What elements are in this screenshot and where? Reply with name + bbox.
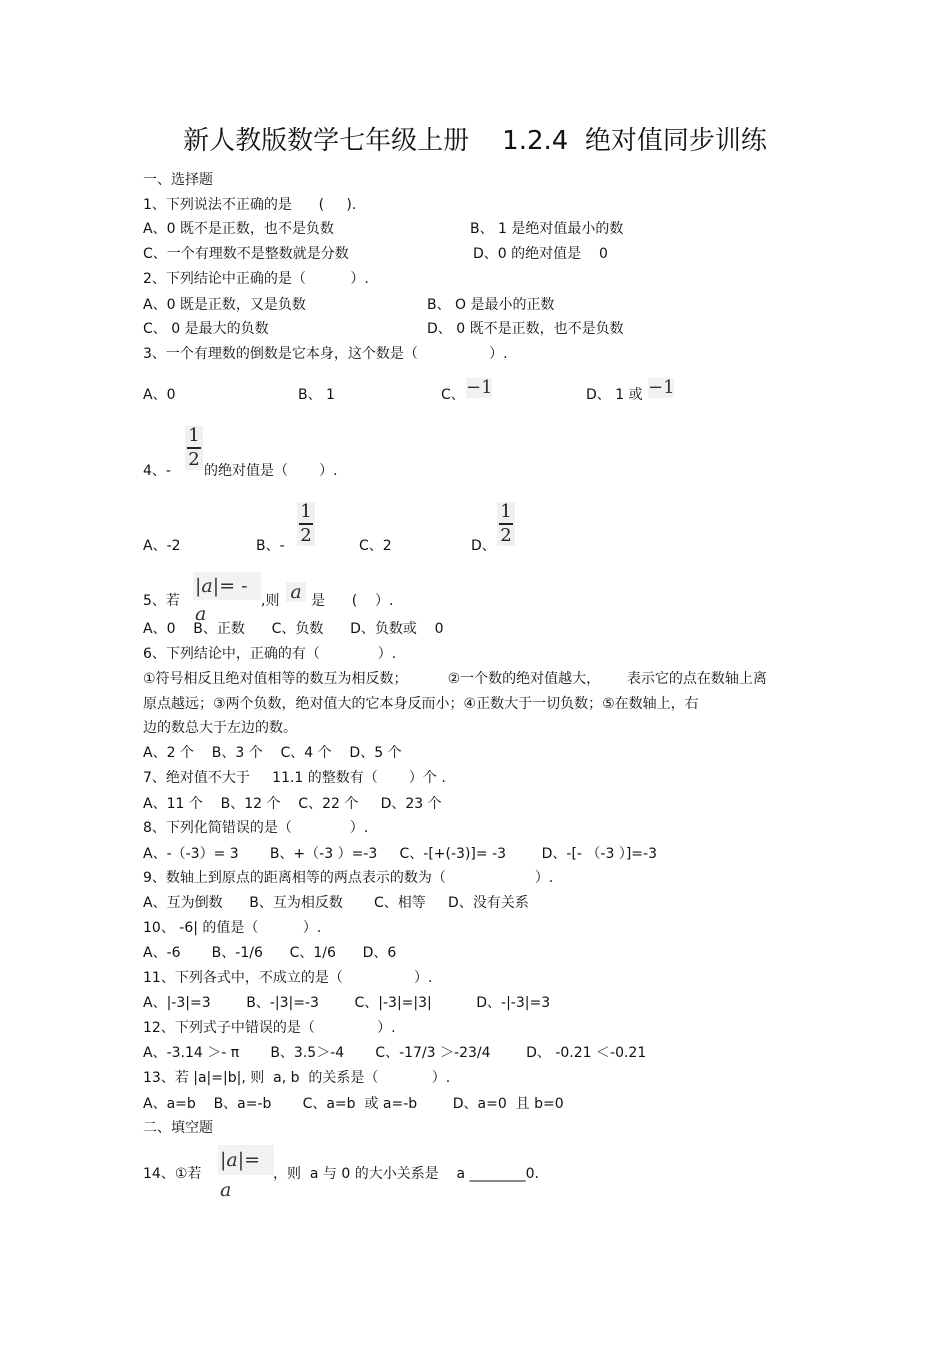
question-5-mid: ,则 <box>261 593 280 609</box>
question-1-option-a: A、0 既不是正数，也不是负数 <box>143 221 334 237</box>
question-2-option-b: B、 O 是最小的正数 <box>427 297 555 313</box>
question-13-stem: 13、若 |a|=|b|, 则 a, b 的关系是（ ）. <box>143 1070 451 1086</box>
question-12-stem: 12、下列式子中错误的是（ ）. <box>143 1020 396 1036</box>
question-4-option-a: A、-2 <box>143 538 181 554</box>
question-4-option-c: C、2 <box>359 538 392 554</box>
question-4-stem: 的绝对值是（ ）. <box>204 463 338 479</box>
question-5-prefix: 5、若 <box>143 593 180 609</box>
question-3-stem: 3、一个有理数的倒数是它本身，这个数是（ ）. <box>143 346 508 362</box>
question-5-stem: 是 ( ）. <box>311 593 394 609</box>
question-6-statement-line: 原点越远；③两个负数，绝对值大的它本身反而小；④正数大于一切负数；⑤在数轴上，右 <box>143 696 699 712</box>
fraction-one-half: 1 2 <box>185 426 203 470</box>
question-3-option-a: A、0 <box>143 387 176 403</box>
question-2-option-c: C、 0 是最大的负数 <box>143 321 269 337</box>
question-1-option-b: B、 1 是绝对值最小的数 <box>470 221 624 237</box>
question-10-stem: 10、 -6| 的值是（ ）. <box>143 920 322 936</box>
question-8-stem: 8、下列化简错误的是（ ）. <box>143 820 369 836</box>
question-1-option-c: C、一个有理数不是整数就是分数 <box>143 246 349 262</box>
question-2-option-a: A、0 既是正数，又是负数 <box>143 297 306 313</box>
abs-a-eq-a-formula: |a|= a <box>218 1145 274 1175</box>
minus-one-formula: −1 <box>466 377 493 398</box>
question-2-stem: 2、下列结论中正确的是（ ）. <box>143 271 369 287</box>
question-3-option-c: C、 <box>441 387 465 403</box>
question-7-stem: 7、绝对值不大于 11.1 的整数有（ ）个 . <box>143 770 446 786</box>
question-6-stem: 6、下列结论中，正确的有（ ）. <box>143 646 397 662</box>
question-11-options: A、|-3|=3 B、-|3|=-3 C、|-3|=|3| D、-|-3|=3 <box>143 995 551 1011</box>
question-1-stem: 1、下列说法不正确的是 ( ). <box>143 197 357 213</box>
page-title: 新人教版数学七年级上册 1.2.4 绝对值同步训练 <box>183 126 767 156</box>
abs-a-neg-a-formula: |a|= - a <box>193 572 261 600</box>
question-12-options: A、-3.14 ＞- π B、3.5＞-4 C、-17/3 ＞-23/4 D、 -0.21 ＜-0.21 <box>143 1045 647 1061</box>
fraction-one-half: 1 2 <box>497 502 515 546</box>
question-8-options: A、-（-3）= 3 B、+（-3 ）=-3 C、-[+(-3)]= -3 D、-[- （-3 ）]=-3 <box>143 846 657 862</box>
section-heading-fill-in: 二、填空题 <box>143 1120 213 1136</box>
section-heading-choice: 一、选择题 <box>143 172 213 188</box>
fraction-one-half: 1 2 <box>297 502 315 546</box>
question-13-options: A、a=b B、a=-b C、a=b 或 a=-b D、a=0 且 b=0 <box>143 1096 564 1112</box>
question-9-options: A、互为倒数 B、互为相反数 C、相等 D、没有关系 <box>143 895 529 911</box>
question-3-option-d: D、 1 或 <box>586 387 643 403</box>
question-11-stem: 11、下列各式中，不成立的是（ ）. <box>143 970 433 986</box>
question-4-option-b: B、- <box>256 538 285 554</box>
question-9-stem: 9、数轴上到原点的距离相等的两点表示的数为（ ）. <box>143 870 554 886</box>
question-4-option-d: D、 <box>471 538 496 554</box>
minus-one-formula: −1 <box>648 377 675 398</box>
question-2-option-d: D、 0 既不是正数，也不是负数 <box>427 321 624 337</box>
question-6-statement-line: ①符号相反且绝对值相等的数互为相反数； ②一个数的绝对值越大， 表示它的点在数轴上离 <box>143 671 767 687</box>
question-4-prefix: 4、- <box>143 463 171 479</box>
question-6-options: A、2 个 B、3 个 C、4 个 D、5 个 <box>143 745 402 761</box>
question-10-options: A、-6 B、-1/6 C、1/6 D、6 <box>143 945 397 961</box>
question-7-options: A、11 个 B、12 个 C、22 个 D、23 个 <box>143 796 442 812</box>
question-5-options: A、0 B、正数 C、负数 D、负数或 0 <box>143 621 444 637</box>
question-14-stem: ，则 a 与 0 的大小关系是 a ________0. <box>273 1166 539 1182</box>
variable-a-formula: a <box>286 582 306 602</box>
question-6-statement-line: 边的数总大于左边的数。 <box>143 720 297 736</box>
question-3-option-b: B、 1 <box>298 387 335 403</box>
question-1-option-d: D、0 的绝对值是 0 <box>473 246 608 262</box>
question-14-prefix: 14、①若 <box>143 1166 202 1182</box>
